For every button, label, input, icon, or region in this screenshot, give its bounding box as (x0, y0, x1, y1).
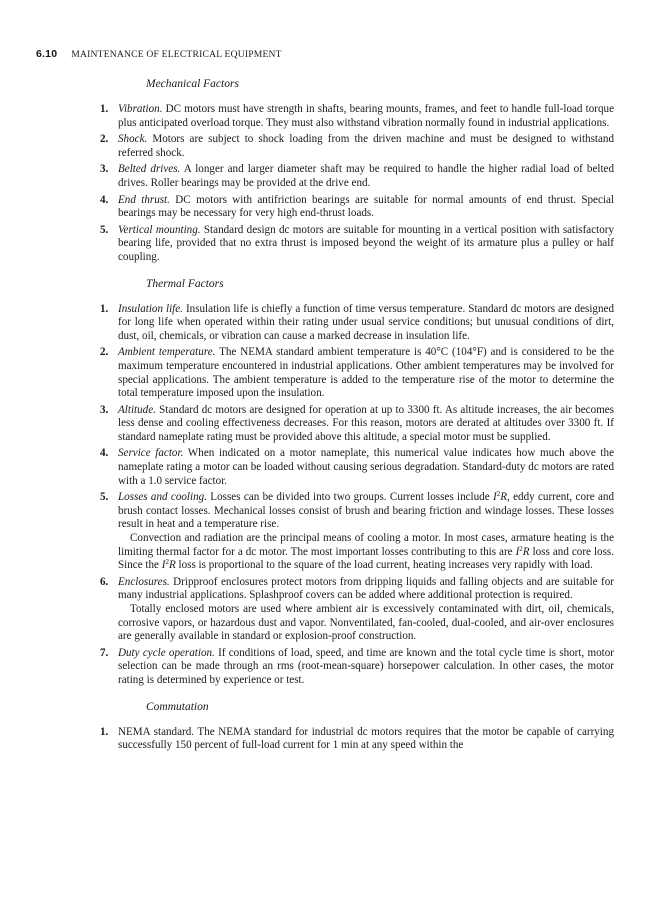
list-item (100, 223, 615, 265)
item-paragraph: Convection and radiation are the principal means of cooling a motor. In most cases, armature heating is the limiting thermal factor for a dc motor. The most important losses contributing to this are $I^2R$ loss and core loss. Since the $I^2R$ loss is proportional to the square of the load current, heating increases very rapidly with load. (118, 532, 614, 572)
list-item (100, 646, 614, 688)
list-item (100, 193, 614, 221)
item-text: Standard design dc motors are suitable for mounting in a vertical position with satisfactory bearing life, provided that no extra thrust is imposed beyond the weight of its armature plus a pulley or half coupling. (118, 223, 615, 263)
item-text: Standard dc motors are designed for operation at up to 3300 ft. As altitude increases, the air becomes less dense and cooling effectiveness decreases. For this reason, motors are derated at altitudes over 3300 ft. If standard nameplate rating must be provided above this altitude, a special motor must be supplied. (118, 403, 614, 443)
item-number: 6. (100, 575, 109, 588)
item-text: The NEMA standard ambient temperature is 40°C (104°F) and is considered to be the maximum temperature encountered in industrial applications. Other ambient temperatures may be involved for special applications. The ambient temperature is added to the temperature rise of the motor to determine the total temperature imposed upon the insulation. (118, 346, 614, 400)
item-term: Altitude. (118, 403, 156, 416)
item-text: When indicated on a motor nameplate, this numerical value indicates how much above the nameplate rating a motor can be loaded without causing serious degradation. Standard-duty dc motors are rated with a 1.0 service factor. (118, 447, 614, 487)
section-title-mechanical: Mechanical Factors (146, 78, 239, 90)
item-text: DC motors must have strength in shafts, bearing mounts, frames, and feet to handle full-load torque plus anticipated overload torque. They must also withstand vibration normally found in industrial applications. (118, 103, 614, 129)
item-text: A longer and larger diameter shaft may be required to handle the higher radial load of belted drives. Roller bearings may be provided at the drive end. (118, 163, 614, 189)
item-number: 5. (100, 491, 109, 504)
list-item (100, 447, 614, 488)
item-number: 1. (100, 103, 109, 115)
running-title: MAINTENANCE OF ELECTRICAL EQUIPMENT (71, 49, 282, 60)
i2r-term: $I^2R$ (161, 558, 176, 572)
section-title-thermal: Thermal Factors (146, 277, 224, 290)
running-header (36, 48, 632, 62)
item-term: Vibration. (118, 103, 163, 115)
page-body (100, 76, 615, 753)
list-item (100, 163, 614, 190)
item-text: , eddy current, core and brush contact losses. Mechanical losses consist of brush and bearing friction and windage losses. These losses result in heat and a temperature rise. (118, 491, 614, 531)
item-paragraph: Totally enclosed motors are used where ambient air is excessively contaminated with dirt, oil, chemicals, corrosive vapors, or hazardous dust and vapor. Nonventilated, fan-cooled, dual-cooled, and air-over enclosures are generally available in standard or explosion-proof construction. (118, 603, 614, 643)
item-term: Ambient temperature. (118, 346, 216, 359)
page-number: 6.10 (36, 48, 58, 60)
thermal-factors-list (100, 302, 614, 688)
item-text: NEMA standard. The NEMA standard for industrial dc motors requires that the motor be capable of carrying successfully 150 percent of full-load current for 1 min at any speed within the (118, 725, 614, 752)
list-item (100, 490, 614, 573)
item-term: Vertical mounting. (118, 223, 201, 236)
list-item (100, 403, 614, 445)
item-term: Duty cycle operation. (118, 646, 215, 659)
list-item (100, 575, 614, 644)
mechanical-factors-list (100, 103, 615, 265)
list-item (100, 302, 614, 344)
item-text: If conditions of load, speed, and time are known and the total cycle time is short, motor selection can be made through an rms (root-mean-square) horsepower calculation. In other cases, the motor rating is determined by experience or test. (118, 646, 614, 686)
item-number: 5. (100, 223, 109, 236)
item-text: Dripproof enclosures protect motors from dripping liquids and falling objects and are suitable for many industrial applications. Splashproof covers can be added where additional protection is required. (118, 575, 614, 602)
commutation-list (100, 725, 614, 753)
item-term: Service factor. (118, 447, 184, 460)
list-item (100, 103, 614, 130)
list-item (100, 725, 614, 753)
item-number: 2. (100, 133, 109, 146)
item-term: Losses and cooling. (118, 491, 207, 504)
item-term: End thrust. (118, 193, 170, 206)
section-title-commutation: Commutation (146, 700, 209, 713)
item-number: 7. (100, 646, 109, 659)
list-item (100, 346, 614, 400)
item-term: Insulation life. (118, 302, 183, 315)
item-number: 3. (100, 163, 109, 176)
item-text: Insulation life is chiefly a function of time versus temperature. Standard dc motors are designed for long life when operated within their rating under usual service conditions; but unusual conditions of dirt, dust, oil, chemicals, or vibration can cause a marked decrease in insulation life. (118, 302, 614, 342)
i2r-term: $I^2R$ (493, 490, 507, 504)
item-number: 4. (100, 193, 109, 206)
item-number: 2. (100, 346, 109, 359)
item-term: Shock. (118, 133, 148, 146)
item-text: DC motors with antifriction bearings are suitable for normal amounts of end thrust. Special bearings may be necessary for very high end-thrust loads. (118, 193, 614, 220)
item-number: 1. (100, 302, 109, 315)
item-term: Enclosures. (118, 575, 170, 588)
item-term: Belted drives. (118, 163, 181, 176)
item-text: Motors are subject to shock loading from the driven machine and must be designed to withstand referred shock. (118, 133, 614, 159)
list-item (100, 133, 614, 160)
item-number: 3. (100, 403, 109, 416)
item-number: 4. (100, 447, 109, 460)
item-number: 1. (100, 725, 109, 738)
item-text: Losses can be divided into two groups. Current losses include (206, 491, 493, 504)
i2r-term: $I^2R$ (515, 544, 530, 558)
